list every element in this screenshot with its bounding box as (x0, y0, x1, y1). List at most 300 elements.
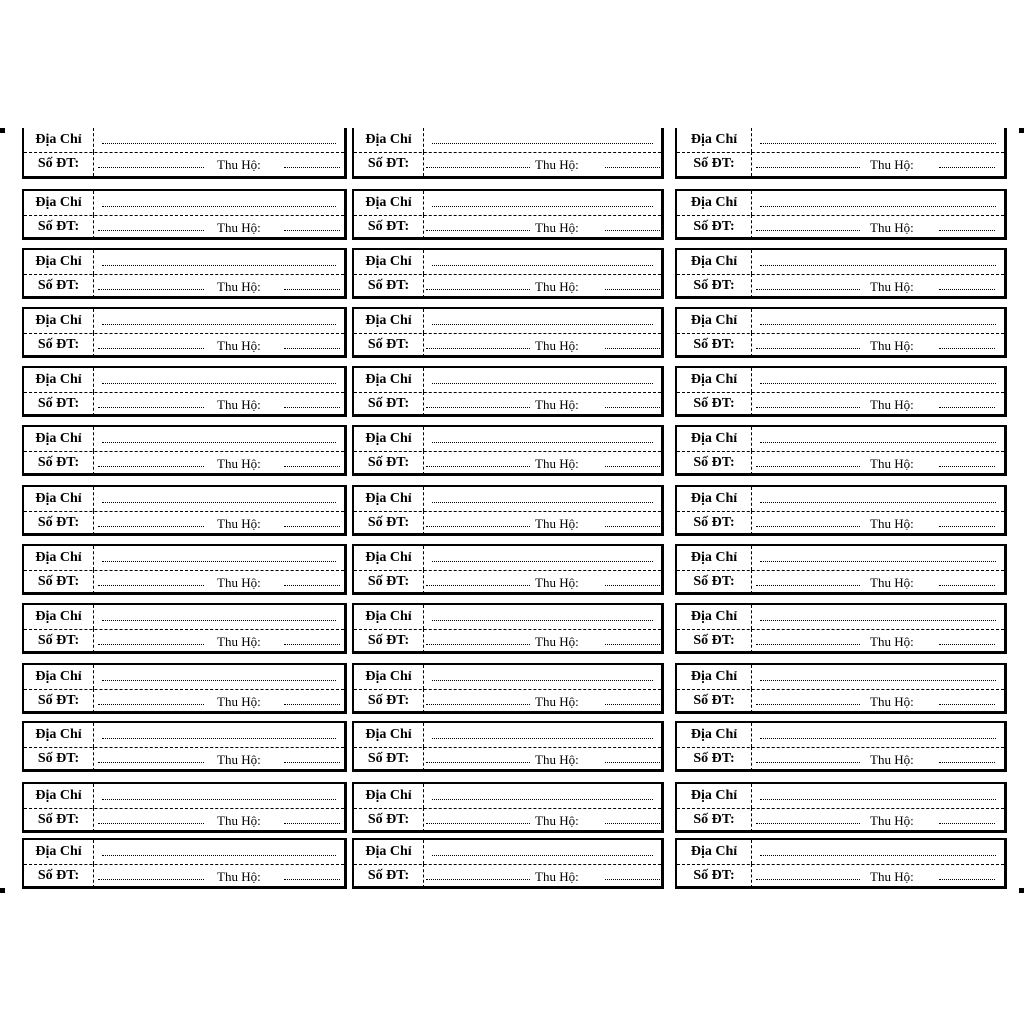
phone-label: Số ĐT: (677, 451, 752, 475)
address-row (677, 368, 1004, 393)
phone-row (24, 689, 344, 713)
phone-row (677, 215, 1004, 239)
cod-amount-field[interactable] (284, 289, 340, 290)
address-field[interactable] (432, 680, 653, 681)
address-field[interactable] (432, 855, 653, 856)
cod-amount-field[interactable] (284, 466, 340, 467)
cod-label: Thu Hộ: (870, 813, 914, 828)
phone-row (354, 152, 661, 176)
phone-row (24, 570, 344, 594)
phone-field[interactable] (426, 466, 530, 467)
phone-field[interactable] (426, 823, 530, 824)
cod-label: Thu Hộ: (217, 279, 261, 294)
cod-label: Thu Hộ: (535, 516, 579, 531)
phone-row (677, 808, 1004, 832)
address-field[interactable] (432, 206, 653, 207)
address-label: Địa Chỉ (354, 665, 424, 689)
cod-label: Thu Hộ: (870, 220, 914, 235)
cod-amount-field[interactable] (284, 823, 340, 824)
phone-label: Số ĐT: (677, 392, 752, 416)
address-row (24, 191, 344, 216)
phone-label: Số ĐT: (677, 689, 752, 713)
cod-label: Thu Hộ: (217, 397, 261, 412)
cod-label: Thu Hộ: (870, 516, 914, 531)
phone-field[interactable] (756, 230, 860, 231)
address-label: Địa Chỉ (354, 784, 424, 808)
phone-field[interactable] (756, 823, 860, 824)
address-field[interactable] (102, 799, 336, 800)
shipping-label (22, 782, 347, 833)
shipping-label (675, 838, 1007, 889)
address-label: Địa Chỉ (24, 784, 94, 808)
shipping-label (22, 544, 347, 595)
address-field[interactable] (432, 265, 653, 266)
address-field[interactable] (432, 442, 653, 443)
address-field[interactable] (102, 738, 336, 739)
phone-row (24, 808, 344, 832)
phone-label: Số ĐT: (677, 152, 752, 176)
phone-label: Số ĐT: (677, 511, 752, 535)
cod-amount-field[interactable] (939, 167, 995, 168)
phone-field[interactable] (98, 466, 204, 467)
phone-row (354, 451, 661, 475)
phone-field[interactable] (98, 167, 204, 168)
phone-field[interactable] (98, 704, 204, 705)
address-label: Địa Chỉ (24, 840, 94, 864)
shipping-label (675, 485, 1007, 536)
cod-label: Thu Hộ: (217, 338, 261, 353)
cod-amount-field[interactable] (284, 879, 340, 880)
cod-amount-field[interactable] (284, 644, 340, 645)
cod-amount-field[interactable] (605, 407, 660, 408)
phone-field[interactable] (756, 879, 860, 880)
shipping-label (675, 425, 1007, 476)
cod-amount-field[interactable] (284, 407, 340, 408)
phone-row (354, 392, 661, 416)
address-label: Địa Chỉ (354, 191, 424, 215)
cod-amount-field[interactable] (284, 167, 340, 168)
address-row (24, 723, 344, 748)
phone-label: Số ĐT: (354, 570, 424, 594)
cod-label: Thu Hộ: (535, 813, 579, 828)
cod-amount-field[interactable] (939, 644, 995, 645)
phone-field[interactable] (756, 644, 860, 645)
shipping-label (22, 128, 347, 179)
cod-label: Thu Hộ: (870, 397, 914, 412)
shipping-label (675, 663, 1007, 714)
cod-label: Thu Hộ: (217, 813, 261, 828)
cod-amount-field[interactable] (939, 289, 995, 290)
crop-mark (0, 888, 5, 893)
phone-row (677, 747, 1004, 771)
phone-label: Số ĐT: (677, 747, 752, 771)
phone-field[interactable] (98, 230, 204, 231)
phone-row (677, 451, 1004, 475)
cod-amount-field[interactable] (284, 230, 340, 231)
address-field[interactable] (432, 620, 653, 621)
cod-label: Thu Hộ: (870, 634, 914, 649)
address-row (354, 309, 661, 334)
cod-label: Thu Hộ: (535, 456, 579, 471)
phone-field[interactable] (756, 762, 860, 763)
cod-amount-field[interactable] (284, 762, 340, 763)
cod-amount-field[interactable] (605, 348, 660, 349)
cod-label: Thu Hộ: (217, 575, 261, 590)
phone-label: Số ĐT: (24, 215, 94, 239)
phone-label: Số ĐT: (354, 152, 424, 176)
phone-field[interactable] (756, 289, 860, 290)
crop-mark (1019, 888, 1024, 893)
cod-amount-field[interactable] (939, 585, 995, 586)
cod-label: Thu Hộ: (870, 752, 914, 767)
shipping-label (675, 128, 1007, 179)
address-field[interactable] (102, 680, 336, 681)
cod-amount-field[interactable] (605, 762, 660, 763)
phone-field[interactable] (756, 466, 860, 467)
address-label: Địa Chỉ (354, 487, 424, 511)
address-row (677, 840, 1004, 865)
phone-field[interactable] (98, 407, 204, 408)
cod-label: Thu Hộ: (870, 338, 914, 353)
address-row (354, 427, 661, 452)
address-field[interactable] (102, 143, 336, 144)
address-label: Địa Chỉ (677, 309, 752, 333)
phone-label: Số ĐT: (354, 808, 424, 832)
address-row (24, 368, 344, 393)
address-row (677, 128, 1004, 153)
phone-row (24, 274, 344, 298)
cod-amount-field[interactable] (284, 526, 340, 527)
phone-row (24, 864, 344, 888)
phone-field[interactable] (426, 704, 530, 705)
address-row (24, 487, 344, 512)
phone-label: Số ĐT: (354, 215, 424, 239)
phone-label: Số ĐT: (677, 864, 752, 888)
shipping-label (352, 544, 664, 595)
phone-label: Số ĐT: (24, 629, 94, 653)
address-row (677, 250, 1004, 275)
phone-row (354, 747, 661, 771)
address-label: Địa Chỉ (24, 191, 94, 215)
phone-row (354, 629, 661, 653)
address-row (677, 605, 1004, 630)
phone-field[interactable] (98, 289, 204, 290)
cod-label: Thu Hộ: (217, 456, 261, 471)
shipping-label (352, 248, 664, 299)
address-field[interactable] (760, 383, 996, 384)
shipping-label (675, 366, 1007, 417)
phone-label: Số ĐT: (24, 392, 94, 416)
cod-label: Thu Hộ: (535, 575, 579, 590)
shipping-label (22, 366, 347, 417)
address-label: Địa Chỉ (677, 784, 752, 808)
address-field[interactable] (432, 561, 653, 562)
address-field[interactable] (432, 799, 653, 800)
phone-field[interactable] (426, 348, 530, 349)
shipping-label (675, 189, 1007, 240)
cod-label: Thu Hộ: (535, 397, 579, 412)
address-row (354, 250, 661, 275)
shipping-label (352, 189, 664, 240)
phone-field[interactable] (98, 762, 204, 763)
address-label: Địa Chỉ (354, 546, 424, 570)
phone-field[interactable] (756, 407, 860, 408)
address-row (677, 784, 1004, 809)
address-field[interactable] (432, 324, 653, 325)
cod-amount-field[interactable] (939, 762, 995, 763)
cod-amount-field[interactable] (605, 466, 660, 467)
cod-label: Thu Hộ: (217, 869, 261, 884)
address-row (24, 784, 344, 809)
shipping-label (675, 603, 1007, 654)
address-row (677, 487, 1004, 512)
phone-row (354, 215, 661, 239)
phone-field[interactable] (426, 585, 530, 586)
phone-label: Số ĐT: (677, 215, 752, 239)
phone-row (354, 511, 661, 535)
cod-label: Thu Hộ: (535, 220, 579, 235)
phone-label: Số ĐT: (354, 689, 424, 713)
phone-label: Số ĐT: (24, 152, 94, 176)
cod-label: Thu Hộ: (217, 157, 261, 172)
address-field[interactable] (102, 206, 336, 207)
phone-label: Số ĐT: (24, 511, 94, 535)
address-row (354, 487, 661, 512)
crop-mark (0, 128, 5, 133)
phone-label: Số ĐT: (677, 808, 752, 832)
address-label: Địa Chỉ (677, 427, 752, 451)
phone-row (677, 511, 1004, 535)
phone-label: Số ĐT: (354, 864, 424, 888)
phone-label: Số ĐT: (24, 451, 94, 475)
address-field[interactable] (102, 442, 336, 443)
phone-field[interactable] (426, 289, 530, 290)
phone-label: Số ĐT: (354, 511, 424, 535)
shipping-label (22, 603, 347, 654)
shipping-label (352, 307, 664, 358)
shipping-label (352, 603, 664, 654)
address-label: Địa Chỉ (677, 840, 752, 864)
address-field[interactable] (432, 502, 653, 503)
address-label: Địa Chỉ (677, 665, 752, 689)
phone-field[interactable] (756, 704, 860, 705)
phone-label: Số ĐT: (677, 333, 752, 357)
cod-amount-field[interactable] (939, 348, 995, 349)
phone-field[interactable] (426, 407, 530, 408)
phone-field[interactable] (756, 526, 860, 527)
address-field[interactable] (760, 680, 996, 681)
address-label: Địa Chỉ (677, 368, 752, 392)
address-field[interactable] (102, 265, 336, 266)
phone-row (677, 689, 1004, 713)
phone-label: Số ĐT: (24, 333, 94, 357)
address-label: Địa Chỉ (354, 309, 424, 333)
phone-label: Số ĐT: (354, 629, 424, 653)
phone-row (677, 333, 1004, 357)
cod-amount-field[interactable] (939, 407, 995, 408)
address-row (677, 665, 1004, 690)
address-field[interactable] (760, 442, 996, 443)
address-row (24, 309, 344, 334)
cod-amount-field[interactable] (605, 879, 660, 880)
phone-label: Số ĐT: (24, 747, 94, 771)
cod-label: Thu Hộ: (870, 456, 914, 471)
phone-row (354, 689, 661, 713)
address-field[interactable] (102, 620, 336, 621)
cod-amount-field[interactable] (605, 167, 660, 168)
address-field[interactable] (102, 383, 336, 384)
cod-label: Thu Hộ: (870, 869, 914, 884)
cod-label: Thu Hộ: (870, 575, 914, 590)
cod-amount-field[interactable] (605, 644, 660, 645)
shipping-label (22, 721, 347, 772)
address-field[interactable] (760, 561, 996, 562)
shipping-label (352, 485, 664, 536)
cod-label: Thu Hộ: (217, 694, 261, 709)
phone-field[interactable] (756, 585, 860, 586)
address-row (677, 309, 1004, 334)
shipping-label (675, 721, 1007, 772)
cod-label: Thu Hộ: (535, 752, 579, 767)
address-field[interactable] (760, 502, 996, 503)
cod-amount-field[interactable] (284, 348, 340, 349)
address-label: Địa Chỉ (677, 487, 752, 511)
cod-amount-field[interactable] (939, 230, 995, 231)
phone-field[interactable] (426, 644, 530, 645)
address-row (354, 191, 661, 216)
phone-label: Số ĐT: (354, 747, 424, 771)
phone-row (354, 333, 661, 357)
address-field[interactable] (760, 265, 996, 266)
phone-label: Số ĐT: (24, 808, 94, 832)
phone-row (24, 215, 344, 239)
address-field[interactable] (432, 143, 653, 144)
address-field[interactable] (760, 143, 996, 144)
cod-label: Thu Hộ: (217, 752, 261, 767)
address-field[interactable] (102, 324, 336, 325)
phone-field[interactable] (426, 526, 530, 527)
cod-label: Thu Hộ: (870, 157, 914, 172)
cod-amount-field[interactable] (605, 230, 660, 231)
cod-amount-field[interactable] (939, 879, 995, 880)
address-field[interactable] (760, 799, 996, 800)
address-field[interactable] (102, 561, 336, 562)
address-row (677, 546, 1004, 571)
phone-label: Số ĐT: (24, 570, 94, 594)
address-field[interactable] (760, 206, 996, 207)
cod-amount-field[interactable] (605, 704, 660, 705)
address-field[interactable] (760, 324, 996, 325)
address-field[interactable] (760, 855, 996, 856)
phone-field[interactable] (98, 526, 204, 527)
shipping-label (22, 425, 347, 476)
phone-row (24, 747, 344, 771)
address-label: Địa Chỉ (24, 487, 94, 511)
address-label: Địa Chỉ (24, 250, 94, 274)
phone-field[interactable] (426, 762, 530, 763)
phone-field[interactable] (98, 823, 204, 824)
shipping-label (352, 782, 664, 833)
cod-label: Thu Hộ: (870, 694, 914, 709)
address-label: Địa Chỉ (677, 605, 752, 629)
address-field[interactable] (760, 620, 996, 621)
address-row (354, 840, 661, 865)
phone-field[interactable] (426, 879, 530, 880)
shipping-label (22, 248, 347, 299)
phone-row (354, 864, 661, 888)
phone-field[interactable] (756, 348, 860, 349)
address-label: Địa Chỉ (677, 546, 752, 570)
cod-amount-field[interactable] (939, 704, 995, 705)
phone-row (677, 629, 1004, 653)
cod-amount-field[interactable] (284, 585, 340, 586)
address-field[interactable] (760, 738, 996, 739)
phone-field[interactable] (98, 348, 204, 349)
address-label: Địa Chỉ (354, 128, 424, 152)
phone-field[interactable] (98, 644, 204, 645)
cod-label: Thu Hộ: (217, 516, 261, 531)
phone-field[interactable] (426, 230, 530, 231)
phone-field[interactable] (98, 585, 204, 586)
shipping-label (352, 366, 664, 417)
address-label: Địa Chỉ (24, 546, 94, 570)
shipping-label (22, 663, 347, 714)
phone-row (677, 864, 1004, 888)
address-row (354, 665, 661, 690)
shipping-label (675, 782, 1007, 833)
phone-row (677, 274, 1004, 298)
cod-amount-field[interactable] (939, 526, 995, 527)
cod-amount-field[interactable] (939, 823, 995, 824)
cod-label: Thu Hộ: (535, 694, 579, 709)
address-row (24, 128, 344, 153)
phone-row (24, 629, 344, 653)
phone-row (24, 392, 344, 416)
phone-label: Số ĐT: (677, 274, 752, 298)
phone-field[interactable] (98, 879, 204, 880)
address-field[interactable] (432, 383, 653, 384)
address-row (677, 191, 1004, 216)
address-row (24, 250, 344, 275)
cod-amount-field[interactable] (605, 526, 660, 527)
phone-row (677, 152, 1004, 176)
address-row (354, 546, 661, 571)
address-field[interactable] (432, 738, 653, 739)
cod-label: Thu Hộ: (535, 157, 579, 172)
phone-label: Số ĐT: (354, 451, 424, 475)
address-label: Địa Chỉ (354, 368, 424, 392)
address-row (24, 665, 344, 690)
cod-label: Thu Hộ: (870, 279, 914, 294)
phone-field[interactable] (426, 167, 530, 168)
shipping-label (352, 128, 664, 179)
cod-amount-field[interactable] (605, 585, 660, 586)
cod-amount-field[interactable] (605, 823, 660, 824)
cod-amount-field[interactable] (605, 289, 660, 290)
address-label: Địa Chỉ (354, 427, 424, 451)
address-label: Địa Chỉ (24, 309, 94, 333)
cod-label: Thu Hộ: (535, 869, 579, 884)
cod-amount-field[interactable] (939, 466, 995, 467)
address-row (24, 840, 344, 865)
address-field[interactable] (102, 502, 336, 503)
phone-field[interactable] (756, 167, 860, 168)
cod-amount-field[interactable] (284, 704, 340, 705)
address-field[interactable] (102, 855, 336, 856)
crop-mark (1019, 128, 1024, 133)
cod-label: Thu Hộ: (217, 220, 261, 235)
phone-label: Số ĐT: (24, 274, 94, 298)
